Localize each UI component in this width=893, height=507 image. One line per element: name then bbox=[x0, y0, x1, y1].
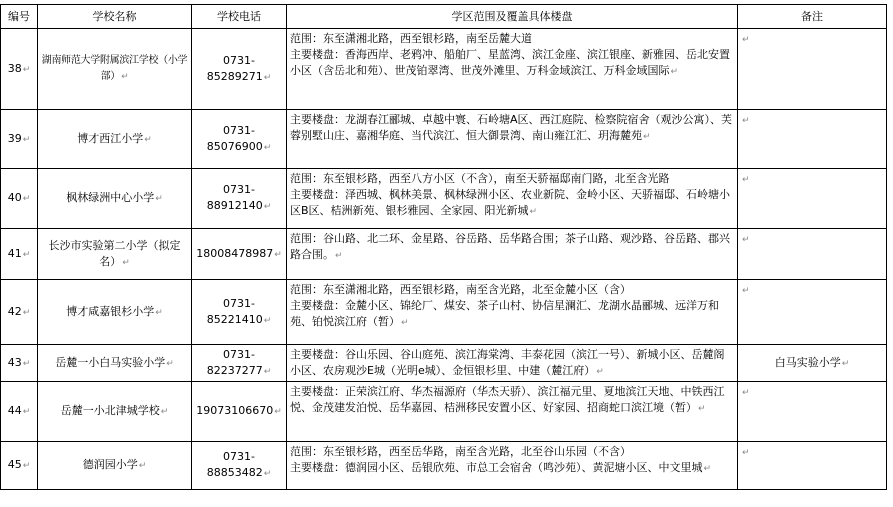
row-school-name: 德润园小学↵ bbox=[38, 442, 192, 490]
row-range: 主要楼盘：龙湖春江郦城、卓越中寰、石岭塘A区、西江庭院、检察院宿舍（观沙公寓）、芙蓉别墅山庄、嘉湘华庭、当代滨江、恒大御景湾、南山雍江汇、玥海麓苑↵ bbox=[287, 110, 738, 169]
row-range: 范围：东至潇湘北路，西至银杉路，南至含光路，北至金麓小区（含） 主要楼盘：金麓小区、锦纶厂、煤安、茶子山村、协信星澜汇、龙湖水晶郦城、远洋万和苑、铂悦滨江府（暂）↵ bbox=[287, 280, 738, 345]
row-phone: 0731-82237277↵ bbox=[192, 345, 287, 382]
row-school-name: 博才西江小学↵ bbox=[38, 110, 192, 169]
row-note: ↵ bbox=[738, 442, 887, 490]
row-num: 40↵ bbox=[1, 169, 38, 229]
row-phone: 0731-88853482↵ bbox=[192, 442, 287, 490]
row-phone: 19073106670↵ bbox=[192, 382, 287, 442]
row-note: ↵ bbox=[738, 169, 887, 229]
table-row bbox=[1, 442, 887, 490]
row-note: ↵ bbox=[738, 29, 887, 110]
row-phone: 0731-85221410↵ bbox=[192, 280, 287, 345]
row-school-name: 博才咸嘉银杉小学↵ bbox=[38, 280, 192, 345]
table-row bbox=[1, 280, 887, 345]
header-note: 备注 bbox=[738, 5, 887, 29]
row-note: ↵ bbox=[738, 382, 887, 442]
table-row bbox=[1, 229, 887, 280]
row-range: 范围：东至潇湘北路，西至银杉路，南至岳麓大道 主要楼盘：香海西岸、老鸦冲、船舶厂、星蓝湾、滨江金座、滨江银座、新雅园、岳北安置小区（含岳北和苑）、世茂铂翠湾、世茂外滩里、万科金域滨江、万科金域国际↵ bbox=[287, 29, 738, 110]
row-range: 范围：东至银杉路，西至岳华路，南至含光路，北至谷山乐园（不含） 主要楼盘：德润园小区、岳银欣苑、市总工会宿舍（鸣沙苑）、黄泥塘小区、中文里城↵ bbox=[287, 442, 738, 490]
row-school-name: 岳麓一小白马实验小学↵ bbox=[38, 345, 192, 382]
table-row bbox=[1, 29, 887, 110]
row-range: 主要楼盘：谷山乐园、谷山庭苑、滨江海棠湾、丰泰花园（滨江一号）、新城小区、岳麓阁小区、农房观沙E城（光明e城）、金恒银杉里、中建（麓江府）↵ bbox=[287, 345, 738, 382]
row-school-name: 长沙市实验第二小学（拟定名）↵ bbox=[38, 229, 192, 280]
row-note: 白马实验小学↵ bbox=[738, 345, 887, 382]
row-phone: 0731-85076900↵ bbox=[192, 110, 287, 169]
table-row bbox=[1, 382, 887, 442]
row-num: 44↵ bbox=[1, 382, 38, 442]
row-phone: 0731-88912140↵ bbox=[192, 169, 287, 229]
row-school-name: 湖南师范大学附属滨江学校（小学部）↵ bbox=[38, 29, 192, 110]
row-school-name: 枫林绿洲中心小学↵ bbox=[38, 169, 192, 229]
row-phone: 0731-85289271↵ bbox=[192, 29, 287, 110]
school-district-table bbox=[0, 4, 887, 490]
row-num: 43↵ bbox=[1, 345, 38, 382]
header-name: 学校名称 bbox=[38, 5, 192, 29]
row-range: 范围：东至银杉路，西至八方小区（不含），南至天骄福邸南门路，北至含光路 主要楼盘：泽西城、枫林美景、枫林绿洲小区、农业新院、金岭小区、天骄福邸、石岭塘小区B区、桔洲新苑、银杉雅园、全家园、阳光新城↵ bbox=[287, 169, 738, 229]
table-header-row bbox=[1, 5, 887, 29]
table-row bbox=[1, 169, 887, 229]
row-school-name: 岳麓一小北津城学校↵ bbox=[38, 382, 192, 442]
row-num: 38↵ bbox=[1, 29, 38, 110]
header-range: 学区范围及覆盖具体楼盘 bbox=[287, 5, 738, 29]
row-note: ↵ bbox=[738, 110, 887, 169]
row-phone: 18008478987↵ bbox=[192, 229, 287, 280]
row-num: 39↵ bbox=[1, 110, 38, 169]
row-num: 42↵ bbox=[1, 280, 38, 345]
row-note: ↵ bbox=[738, 229, 887, 280]
table-row bbox=[1, 345, 887, 382]
row-num: 41↵ bbox=[1, 229, 38, 280]
row-num: 45↵ bbox=[1, 442, 38, 490]
header-num: 编号 bbox=[1, 5, 38, 29]
row-note: ↵ bbox=[738, 280, 887, 345]
row-range: 范围：谷山路、北二环、金星路、谷岳路、岳华路合围；茶子山路、观沙路、谷岳路、郡兴路合围。↵ bbox=[287, 229, 738, 280]
header-phone: 学校电话 bbox=[192, 5, 287, 29]
row-range: 主要楼盘：正荣滨江府、华杰福源府（华杰天骄）、滨江福元里、夏地滨江天地、中铁西江悦、金茂建发泊悦、岳华嘉园、桔洲移民安置小区、好家园、招商蛇口滨江境（暂）↵ bbox=[287, 382, 738, 442]
table-row bbox=[1, 110, 887, 169]
